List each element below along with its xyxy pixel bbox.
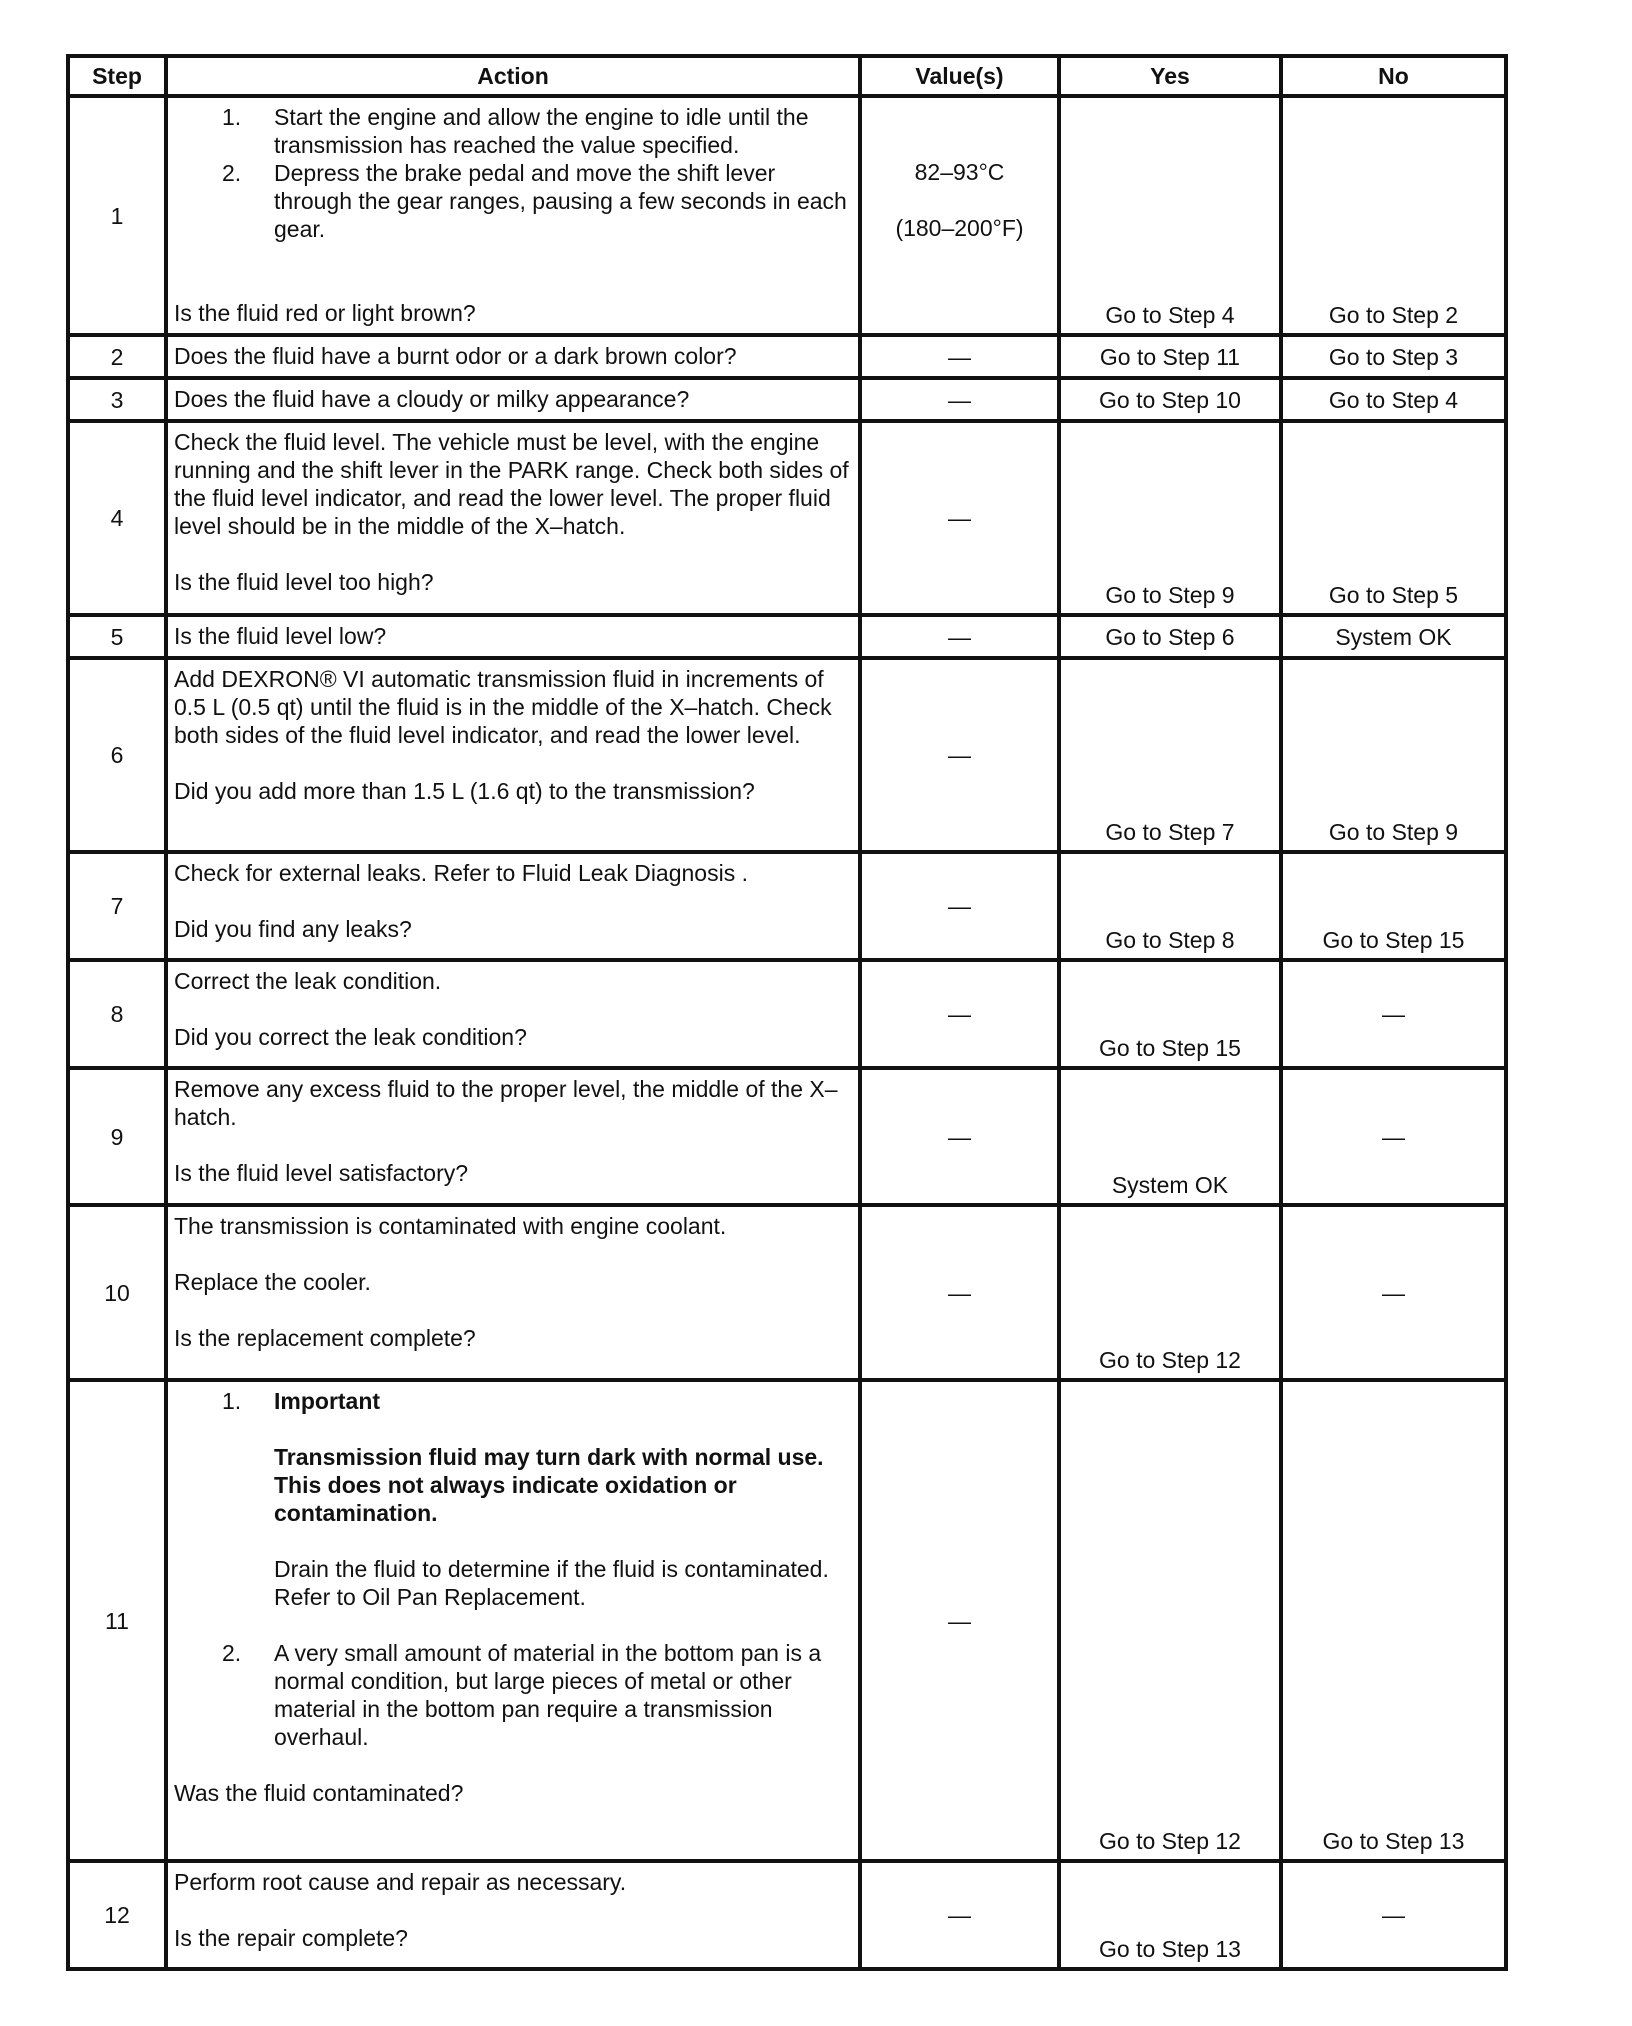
header-no: No xyxy=(1281,56,1506,96)
action-text: Check the fluid level. The vehicle must be level, with the engine running and the shift lever in the PARK range. Check both sides of the fluid level indicator, and read the lower level. The proper fluid level should be in the middle of the X–hatch. xyxy=(174,429,849,539)
step-number: 7 xyxy=(68,852,166,960)
step-number: 4 xyxy=(68,421,166,615)
no-result: — xyxy=(1281,1861,1506,1969)
action-list xyxy=(174,103,850,243)
table-row xyxy=(68,1068,1506,1205)
list-item xyxy=(174,103,850,159)
no-result: Go to Step 9 xyxy=(1281,658,1506,852)
step-number: 12 xyxy=(68,1861,166,1969)
drain-text: Drain the fluid to determine if the fluid is contaminated. Refer to Oil Pan Replacement. xyxy=(274,1556,829,1610)
step-number: 3 xyxy=(68,378,166,421)
value-cell: — xyxy=(860,1068,1059,1205)
no-result: Go to Step 2 xyxy=(1281,96,1506,335)
yes-result: Go to Step 13 xyxy=(1059,1861,1281,1969)
yes-result: Go to Step 6 xyxy=(1059,615,1281,658)
action-question: Is the fluid level satisfactory? xyxy=(174,1160,469,1186)
step-number: 2 xyxy=(68,335,166,378)
step-number: 11 xyxy=(68,1380,166,1861)
action-cell xyxy=(166,1068,860,1205)
step-number: 6 xyxy=(68,658,166,852)
list-item xyxy=(174,1387,850,1639)
table-row xyxy=(68,1205,1506,1380)
value-cell: — xyxy=(860,335,1059,378)
yes-result: Go to Step 12 xyxy=(1059,1380,1281,1861)
list-item xyxy=(174,1639,850,1751)
value-cell: — xyxy=(860,615,1059,658)
value-fahrenheit: (180–200°F) xyxy=(895,215,1024,241)
action-cell xyxy=(166,960,860,1068)
no-result: — xyxy=(1281,1068,1506,1205)
table-row xyxy=(68,1861,1506,1969)
list-text: Start the engine and allow the engine to idle until the transmission has reached the value specified. xyxy=(274,104,809,158)
action-text: Perform root cause and repair as necessary. xyxy=(174,1869,627,1895)
step-number: 8 xyxy=(68,960,166,1068)
no-result: Go to Step 3 xyxy=(1281,335,1506,378)
important-text: Transmission fluid may turn dark with normal use. This does not always indicate oxidation or contamination. xyxy=(274,1444,824,1526)
action-question: Does the fluid have a burnt odor or a dark brown color? xyxy=(166,335,860,378)
value-cell: — xyxy=(860,852,1059,960)
header-step: Step xyxy=(68,56,166,96)
yes-result: Go to Step 15 xyxy=(1059,960,1281,1068)
table-row xyxy=(68,615,1506,658)
action-cell xyxy=(166,421,860,615)
action-text: Check for external leaks. Refer to Fluid Leak Diagnosis . xyxy=(174,860,748,886)
table-row xyxy=(68,658,1506,852)
header-values: Value(s) xyxy=(860,56,1059,96)
no-result: Go to Step 13 xyxy=(1281,1380,1506,1861)
no-result: — xyxy=(1281,960,1506,1068)
list-text: Depress the brake pedal and move the shift lever through the gear ranges, pausing a few seconds in each gear. xyxy=(274,160,847,242)
table-row xyxy=(68,378,1506,421)
no-result: System OK xyxy=(1281,615,1506,658)
list-text: A very small amount of material in the bottom pan is a normal condition, but large pieces of metal or other material in the bottom pan require a transmission overhaul. xyxy=(274,1640,822,1750)
header-action: Action xyxy=(166,56,860,96)
action-cell xyxy=(166,1861,860,1969)
table-row xyxy=(68,96,1506,335)
yes-result: Go to Step 11 xyxy=(1059,335,1281,378)
step-number: 9 xyxy=(68,1068,166,1205)
table-row xyxy=(68,852,1506,960)
yes-result: Go to Step 8 xyxy=(1059,852,1281,960)
list-number: 2. xyxy=(222,1640,242,1666)
value-cell: — xyxy=(860,960,1059,1068)
yes-result: Go to Step 12 xyxy=(1059,1205,1281,1380)
yes-result: Go to Step 7 xyxy=(1059,658,1281,852)
action-cell xyxy=(166,658,860,852)
action-question: Is the replacement complete? xyxy=(174,1325,476,1351)
action-text: The transmission is contaminated with engine coolant. xyxy=(174,1213,727,1239)
yes-result: System OK xyxy=(1059,1068,1281,1205)
action-text: Add DEXRON® VI automatic transmission fluid in increments of 0.5 L (0.5 qt) until the fluid is in the middle of the X–hatch. Check both sides of the fluid level indicator, and read the lower level. xyxy=(174,666,832,748)
action-question: Is the fluid level too high? xyxy=(174,569,434,595)
step-number: 10 xyxy=(68,1205,166,1380)
value-cell: — xyxy=(860,421,1059,615)
no-result: Go to Step 5 xyxy=(1281,421,1506,615)
table-row xyxy=(68,335,1506,378)
action-question: Is the fluid red or light brown? xyxy=(174,300,476,326)
action-question: Did you find any leaks? xyxy=(174,916,412,942)
list-number: 2. xyxy=(222,160,242,186)
no-result: Go to Step 15 xyxy=(1281,852,1506,960)
action-cell xyxy=(166,96,860,335)
yes-result: Go to Step 4 xyxy=(1059,96,1281,335)
action-question: Does the fluid have a cloudy or milky appearance? xyxy=(166,378,860,421)
action-question: Was the fluid contaminated? xyxy=(174,1780,464,1806)
action-question: Is the repair complete? xyxy=(174,1925,408,1951)
action-question: Did you correct the leak condition? xyxy=(174,1024,527,1050)
no-result: Go to Step 4 xyxy=(1281,378,1506,421)
value-cell: — xyxy=(860,378,1059,421)
step-number: 5 xyxy=(68,615,166,658)
important-label: Important xyxy=(274,1388,381,1414)
yes-result: Go to Step 9 xyxy=(1059,421,1281,615)
value-cell xyxy=(860,96,1059,335)
list-number: 1. xyxy=(222,1388,242,1414)
table-row xyxy=(68,1380,1506,1861)
action-list xyxy=(174,1387,850,1751)
action-question: Did you add more than 1.5 L (1.6 qt) to the transmission? xyxy=(174,778,755,804)
value-cell: — xyxy=(860,658,1059,852)
action-text-2: Replace the cooler. xyxy=(174,1269,371,1295)
value-cell: — xyxy=(860,1861,1059,1969)
step-number: 1 xyxy=(68,96,166,335)
list-item xyxy=(174,159,850,243)
value-celsius: 82–93°C xyxy=(914,159,1005,185)
table-row xyxy=(68,960,1506,1068)
action-question: Is the fluid level low? xyxy=(166,615,860,658)
table-row xyxy=(68,421,1506,615)
diagnostic-table xyxy=(66,54,1508,1971)
value-cell: — xyxy=(860,1205,1059,1380)
header-row xyxy=(68,56,1506,96)
action-cell xyxy=(166,1380,860,1861)
yes-result: Go to Step 10 xyxy=(1059,378,1281,421)
header-yes: Yes xyxy=(1059,56,1281,96)
action-text: Remove any excess fluid to the proper level, the middle of the X–hatch. xyxy=(174,1076,838,1130)
list-number: 1. xyxy=(222,104,242,130)
action-text: Correct the leak condition. xyxy=(174,968,442,994)
value-cell: — xyxy=(860,1380,1059,1861)
action-cell xyxy=(166,852,860,960)
no-result: — xyxy=(1281,1205,1506,1380)
action-cell xyxy=(166,1205,860,1380)
